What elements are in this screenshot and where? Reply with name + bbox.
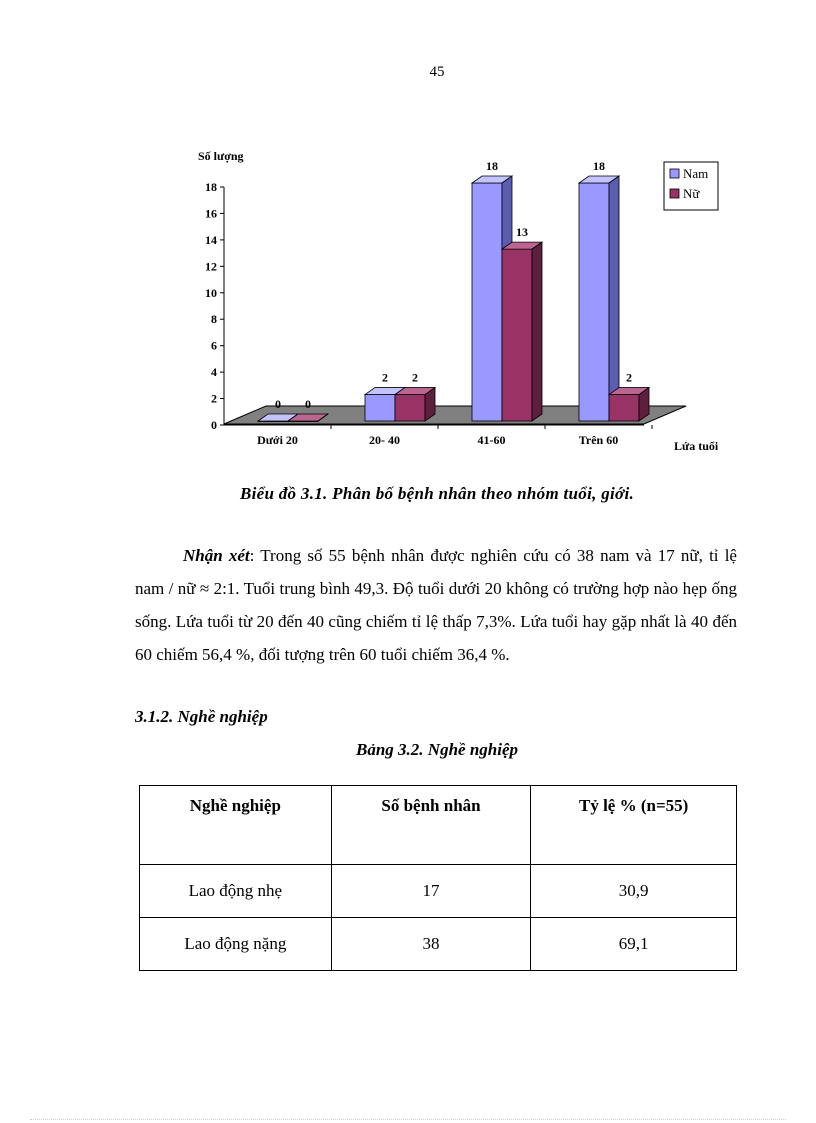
bar-value-label: 2 (382, 370, 388, 385)
y-tick-label: 14 (205, 232, 217, 247)
section-heading: 3.1.2. Nghề nghiệp (135, 707, 268, 726)
bar-value-label: 18 (486, 159, 498, 173)
comment-label: Nhận xét (183, 546, 250, 565)
bar-value-label: 0 (275, 397, 281, 411)
bar-side (609, 176, 619, 421)
bar (579, 176, 619, 421)
bar (609, 388, 649, 421)
y-tick-label: 12 (205, 259, 217, 274)
table-cell: 30,9 (531, 865, 737, 918)
table-title: Bảng 3.2. Nghề nghiệp (356, 740, 518, 759)
y-tick-label: 10 (205, 285, 217, 300)
y-tick-label: 18 (205, 180, 217, 194)
table-cell: Lao động nặng (140, 918, 332, 971)
header-percentage: Tỷ lệ % (n=55) (531, 786, 737, 865)
bar-front (365, 395, 395, 421)
x-tick-label: 41-60 (477, 433, 506, 447)
x-tick-label: Trên 60 (578, 433, 619, 447)
table-cell: 38 (331, 918, 531, 971)
table-row (140, 918, 737, 971)
y-tick-label: 0 (211, 418, 217, 432)
bar-front (472, 183, 502, 421)
bar-front (395, 395, 425, 421)
chart-caption: Biểu đồ 3.1. Phân bố bệnh nhân theo nhóm tuổi, giới. (239, 484, 635, 503)
x-tick-label: 20- 40 (369, 433, 400, 447)
age-gender-bar-chart (190, 140, 750, 470)
comment-paragraph (135, 539, 737, 671)
legend-label: Nam (683, 166, 709, 181)
y-tick-label: 6 (211, 338, 217, 353)
table-cell: 69,1 (531, 918, 737, 971)
x-axis-title: Lứa tuổi (674, 439, 719, 453)
bar-side (532, 242, 542, 421)
header-patient-count: Số bệnh nhân (331, 786, 531, 865)
occupation-table (139, 785, 737, 971)
table-header-row (140, 786, 737, 865)
bar (502, 242, 542, 421)
y-tick-label: 4 (211, 365, 217, 380)
legend-label: Nữ (683, 186, 700, 201)
bar-value-label: 18 (593, 159, 605, 173)
bar-value-label: 2 (412, 370, 418, 385)
bar-value-label: 0 (305, 397, 311, 411)
x-tick-label: Dưới 20 (257, 433, 298, 447)
table-cell: Lao động nhẹ (140, 865, 332, 918)
chart-legend (664, 162, 718, 210)
y-tick-label: 8 (211, 312, 217, 327)
table-row (140, 865, 737, 918)
y-tick-label: 16 (205, 206, 217, 221)
bar (395, 388, 435, 421)
bar-value-label: 13 (516, 225, 528, 240)
page-bottom-divider (30, 1119, 786, 1120)
comment-text: : Trong số 55 bệnh nhân được nghiên cứu có 38 nam và 17 nữ, tỉ lệ nam / nữ ≈ 2:1. Tuổi trung bình 49,3. Độ tuổi dưới 20 không có trường hợp nào hẹp ống sống. Lứa tuổi từ 20 đến 40 cũng chiếm tỉ lệ thấp 7,3%. Lứa tuổi hay gặp nhất là 40 đến 60 chiếm 56,4 %, đối tượng trên 60 tuổi chiếm 36,4 %. (135, 546, 737, 664)
bar-front (502, 249, 532, 421)
legend-swatch (670, 169, 679, 178)
bar-front (579, 183, 609, 421)
y-axis-title: Số lượng (198, 149, 244, 163)
bar-front (609, 395, 639, 421)
legend-swatch (670, 189, 679, 198)
y-tick-label: 2 (211, 391, 217, 406)
page-number: 45 (429, 64, 445, 80)
bar-value-label: 2 (626, 370, 632, 385)
table-cell: 17 (331, 865, 531, 918)
header-occupation: Nghề nghiệp (140, 786, 332, 865)
